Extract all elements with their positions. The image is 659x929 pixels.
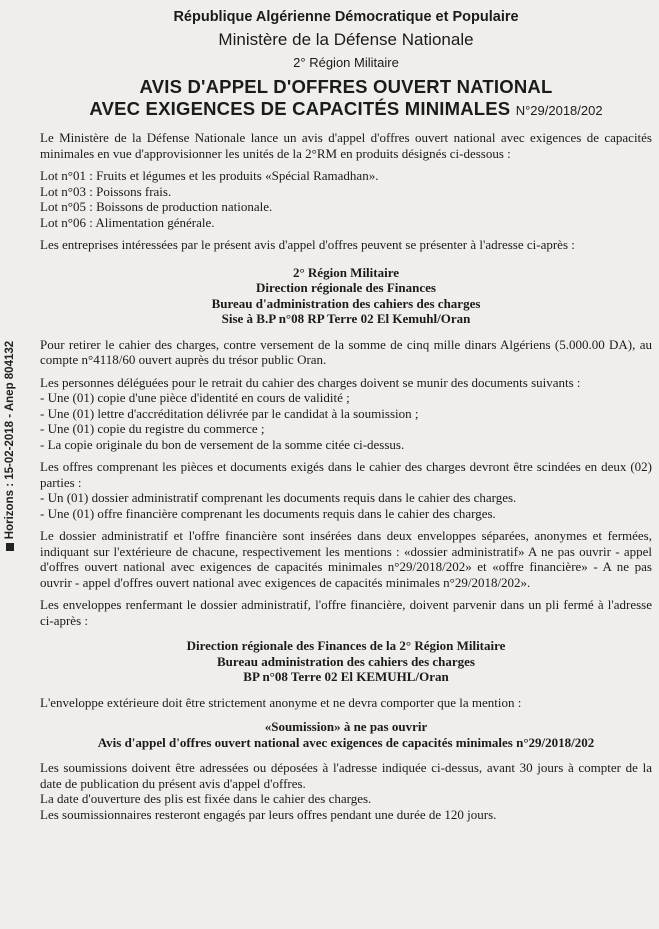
address-line: 2° Région Militaire bbox=[292, 264, 400, 280]
mention-line: Avis d'appel d'offres ouvert national avec exigences de capacités minimales n°29/2018/202 bbox=[97, 734, 595, 750]
notice-page bbox=[40, 0, 652, 822]
address-block-1 bbox=[40, 265, 652, 327]
retrait-paragraph: Pour retirer le cahier des charges, contre versement de la somme de cinq mille dinars Algériens (5.000.00 DA), au compte n°4118/60 ouvert auprès du trésor public Oran. bbox=[40, 336, 652, 367]
ministry-heading: Ministère de la Défense Nationale bbox=[218, 30, 474, 49]
mention-block bbox=[40, 719, 652, 750]
closing-line: Les soumissionnaires resteront engagés par leurs offres pendant une durée de 120 jours. bbox=[40, 806, 497, 822]
intro-paragraph: Le Ministère de la Défense Nationale lance un avis d'appel d'offres ouvert national avec exigences de capacités minimales en vue d'approvisionner les unités de la 2°RM en produits désignés ci-dessous : bbox=[40, 130, 652, 161]
republic-heading: République Algérienne Démocratique et Populaire bbox=[173, 9, 519, 25]
entreprises-paragraph: Les entreprises intéressées par le présent avis d'appel d'offres peuvent se présenter à l'adresse ci-après : bbox=[40, 237, 575, 252]
offres-paragraph: Les offres comprenant les pièces et documents exigés dans le cahier des charges devront être scindées en deux (02) parties : bbox=[40, 459, 652, 490]
document-item: - Une (01) copie du registre du commerce ; bbox=[40, 421, 265, 436]
document-item: - Une (01) copie d'une pièce d'identité en cours de validité ; bbox=[40, 390, 350, 405]
address-line: BP n°08 Terre 02 El KEMUHL/Oran bbox=[243, 669, 449, 684]
exterieure-paragraph: L'enveloppe extérieure doit être strictement anonyme et ne devra comporter que la mention : bbox=[40, 694, 522, 710]
personnes-paragraph: Les personnes déléguées pour le retrait du cahier des charges doivent se munir des documents suivants : bbox=[40, 374, 581, 390]
lot-item: Lot n°01 : Fruits et légumes et les produits «Spécial Ramadhan». bbox=[40, 168, 379, 183]
lots-list bbox=[40, 168, 652, 230]
lot-item: Lot n°03 : Poissons frais. bbox=[40, 183, 172, 199]
title-line-2: AVEC EXIGENCES DE CAPACITÉS MINIMALES bbox=[89, 98, 511, 119]
title-line-1: AVIS D'APPEL D'OFFRES OUVERT NATIONAL bbox=[139, 76, 553, 97]
mention-line: «Soumission» à ne pas ouvrir bbox=[264, 719, 428, 734]
document-item: - Une (01) lettre d'accréditation délivrée par le candidat à la soumission ; bbox=[40, 405, 419, 421]
region-heading: 2° Région Militaire bbox=[293, 55, 399, 70]
lot-item: Lot n°05 : Boissons de production nationale. bbox=[40, 199, 273, 214]
closing-line: Les soumissions doivent être adressées ou déposées à l'adresse indiquée ci-dessus, avant 30 jours à compter de la date de publication du présent avis d'appel d'offres. bbox=[40, 760, 652, 791]
closing-block bbox=[40, 760, 652, 822]
publication-label: Horizons : 15-02-2018 - Anep 804132 bbox=[4, 340, 16, 540]
header bbox=[40, 8, 652, 72]
publication-sidebar bbox=[0, 300, 20, 600]
dossier-paragraph: Le dossier administratif et l'offre financière sont insérées dans deux enveloppes séparées, anonymes et fermées, indiquant sur l'extérieure de chacune, respectivement les mentions : «dossier administratif» A ne pas ouvrir - appel d'offres ouvert national avec exigences de capacités minimales n°29/2018/202» et «offre financière» - A ne pas ouvrir - appel d'offres ouvert national avec exigences de capacités minimales n°29/2018/202». bbox=[40, 528, 652, 590]
parties-list bbox=[40, 490, 652, 521]
closing-line: La date d'ouverture des plis est fixée dans le cahier des charges. bbox=[40, 791, 372, 806]
address-line: Bureau administration des cahiers des charges bbox=[217, 653, 475, 669]
enveloppes-paragraph: Les enveloppes renfermant le dossier administratif, l'offre financière, doivent parvenir dans un pli fermé à l'adresse ci-après : bbox=[40, 597, 652, 628]
square-bullet-icon bbox=[6, 543, 14, 551]
notice-title bbox=[40, 76, 652, 122]
notice-number: N°29/2018/202 bbox=[515, 103, 603, 118]
address-line: Bureau d'administration des cahiers des charges bbox=[211, 295, 481, 311]
address-line: Direction régionale des Finances de la 2° Région Militaire bbox=[186, 638, 506, 653]
partie-item: - Un (01) dossier administratif comprenant les documents requis dans le cahier des charges. bbox=[40, 490, 517, 505]
partie-item: - Une (01) offre financière comprenant les documents requis dans le cahier des charges. bbox=[40, 505, 496, 521]
address-line: Sise à B.P n°08 RP Terre 02 El Kemuhl/Oran bbox=[221, 311, 471, 326]
documents-list bbox=[40, 390, 652, 452]
address-line: Direction régionale des Finances bbox=[256, 280, 436, 295]
address-block-2 bbox=[40, 638, 652, 685]
lot-item: Lot n°06 : Alimentation générale. bbox=[40, 214, 215, 230]
document-item: - La copie originale du bon de versement de la somme citée ci-dessus. bbox=[40, 436, 405, 452]
